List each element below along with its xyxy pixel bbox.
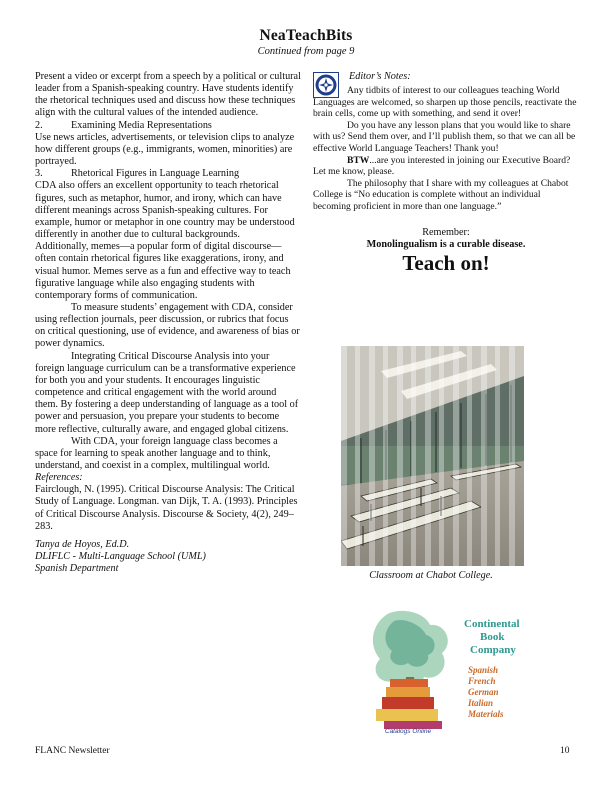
ad-language: French bbox=[468, 676, 496, 686]
books-icon bbox=[386, 687, 430, 697]
paragraph: Present a video or excerpt from a speech by a political or cultural leader from a Spanish-speaking country. Have students identify the rhetorical techniques used and discuss how these techniques align with the cultural values of the intended audience. bbox=[35, 71, 301, 119]
item-title: Rhetorical Figures in Language Learning bbox=[71, 168, 240, 180]
ad-language: German bbox=[468, 687, 499, 697]
page-number: 10 bbox=[560, 746, 570, 756]
numbered-heading bbox=[35, 168, 301, 180]
paragraph: Additionally, memes—a popular form of digital discourse—often contain rhetorical figures like exaggerations, irony, and visual humor. Memes serve as a fun and effective way to teach figurative language while also engaging students with contemporary forms of communication. bbox=[35, 241, 291, 301]
author-dept: Spanish Department bbox=[35, 563, 119, 575]
references-label: References: bbox=[35, 472, 83, 484]
paragraph: With CDA, your foreign language class becomes a space for learning to speak another language and to think, understand, and coexist in a complex, multilingual world. bbox=[35, 435, 278, 471]
item-number: 2. bbox=[35, 119, 43, 131]
remember-label: Remember: bbox=[422, 226, 470, 238]
paragraph: Integrating Critical Discourse Analysis into your foreign language curriculum can be a transformative experience for both you and your students. It encourages linguistic competence and critical engagement with the world around them. By fostering a deep understanding of language as a tool of power and persuasion, you prepare your students to become more reflective, culturally aware, and engaged global citizens. bbox=[35, 350, 299, 435]
continental-book-company-ad bbox=[364, 607, 532, 737]
motto: Monolingualism is a curable disease. bbox=[366, 239, 526, 251]
teach-on-heading: Teach on! bbox=[402, 250, 490, 275]
paragraph: CDA also offers an excellent opportunity to teach rhetorical figures, such as metaphor, humor, and irony, which can have different meanings across Spanish-speaking cultures. For example, humor or metaphor in one country may be understood differently in another due to cultural backgrounds. bbox=[35, 180, 295, 241]
editor-column bbox=[313, 71, 579, 275]
editor-paragraph: Do you have any lesson plans that you would like to share with us? Send them over, and I’ll publish them, so that we can all be effective World Language Teachers! Thank you! bbox=[313, 119, 576, 154]
ad-language: Spanish bbox=[468, 665, 499, 675]
editor-paragraph: Any tidbits of interest to our colleagues teaching World Languages are welcomed, so sharpen up those pencils, reactivate the brain cells, come up with something, and send it over! bbox=[313, 85, 577, 120]
ad-language: Materials bbox=[468, 709, 504, 719]
photo-caption: Classroom at Chabot College. bbox=[369, 570, 493, 581]
article-column bbox=[35, 71, 301, 575]
author-name: Tanya de Hoyos, Ed.D. bbox=[35, 538, 130, 550]
paragraph: Use news articles, advertisements, or television clips to analyze how different groups (e.g., immigrants, women, minorities) are portrayed. bbox=[35, 131, 295, 168]
ad-language: Italian bbox=[468, 698, 494, 708]
reference: Fairclough, N. (1995). Critical Discourse Analysis: The Critical Study of Language. Longman. van Dijk, T. A. (1993). Principles of Critical Discourse Analysis. Discourse & Society, 4(2), 249–283. bbox=[35, 484, 298, 532]
item-title: Examining Media Representations bbox=[71, 119, 212, 131]
editor-paragraph: The philosophy that I share with my colleagues at Chabot College is “No education is complete without an individual becoming proficient in more than one language.” bbox=[313, 177, 569, 212]
masthead bbox=[0, 27, 612, 57]
classroom-photo bbox=[341, 346, 524, 566]
ad-title-line1: Continental bbox=[464, 618, 520, 630]
continued-note: Continued from page 9 bbox=[257, 46, 355, 57]
footer-publication: FLANC Newsletter bbox=[35, 746, 110, 756]
page-title: NeaTeachBits bbox=[259, 27, 353, 44]
numbered-heading bbox=[35, 120, 301, 132]
catalog-text: Catalogs Online bbox=[384, 728, 432, 735]
ad-title-line2: Book bbox=[480, 631, 505, 643]
item-number: 3. bbox=[35, 168, 43, 180]
btw-text: ...are you interested in joining our Executive Board? Let me know, please. bbox=[313, 154, 571, 178]
association-logo-icon bbox=[313, 72, 339, 98]
author-org: DLIFLC - Multi-Language School (UML) bbox=[35, 551, 206, 563]
editor-notes-label: Editor’s Notes: bbox=[349, 71, 411, 82]
paragraph: To measure students’ engagement with CDA, consider using reflection journals, peer discussion, or rubrics that focus on critical questioning, use of evidence, and awareness of bias or power dynamics. bbox=[35, 301, 300, 350]
editor-paragraph bbox=[313, 155, 579, 178]
btw-label: BTW bbox=[347, 154, 370, 166]
ad-title-line3: Company bbox=[470, 644, 516, 656]
